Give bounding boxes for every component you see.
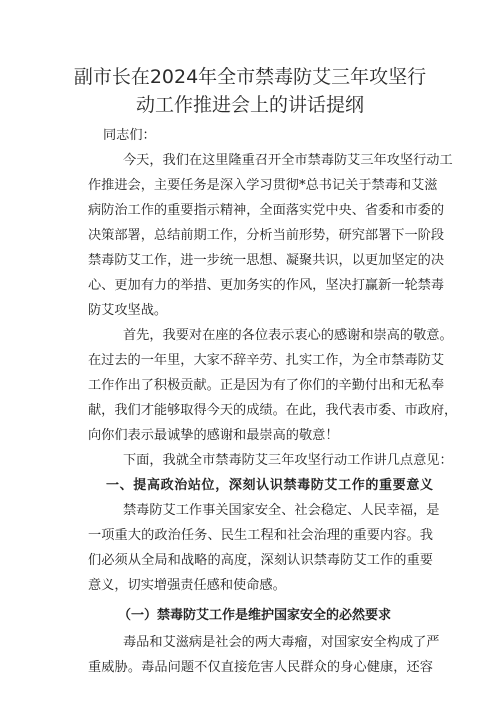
section-1-paragraph-line-4: 意义，切实增强责任感和使命感。 [88,578,286,593]
paragraph-1-line-1: 今天，我们在这里隆重召开全市禁毒防艾三年攻坚行动工 [123,153,453,168]
paragraph-1-line-3: 病防治工作的重要指示精神，全面落实党中央、省委和市委的 [88,203,445,218]
paragraph-3-line-1: 下面，我就全市禁毒防艾三年攻坚行动工作讲几点意见： [123,453,453,468]
salutation: 同志们： [103,128,156,143]
paragraph-2-line-5: 向你们表示最诚挚的感谢和最崇高的敬意！ [88,428,339,443]
section-1-paragraph-line-1: 禁毒防艾工作事关国家安全、社会稳定、人民幸福，是 [123,503,440,518]
paragraph-2-line-4: 献，我们才能够取得今天的成绩。在此，我代表市委、市政府， [88,403,458,418]
section-1-paragraph-line-2: 一项重大的政治任务、民生工程和社会治理的重要内容。我 [88,528,433,543]
paragraph-2-line-3: 工作作出了积极贡献。正是因为有了你们的辛勤付出和无私奉 [88,378,445,393]
subsection-1-heading: （一）禁毒防艾工作是维护国家安全的必然要求 [118,608,392,623]
paragraph-1-line-7: 防艾攻坚战。 [88,303,168,318]
paragraph-1-line-4: 决策部署，总结前期工作，分析当前形势，研究部署下一阶段 [88,228,445,243]
paragraph-1-line-5: 禁毒防艾工作，进一步统一思想、凝聚共识，以更加坚定的决 [88,253,445,268]
document-title-line-1: 副市长在2024年全市禁毒防艾三年攻坚行 [73,66,427,88]
section-1-heading: 一、提高政治站位，深刻认识禁毒防艾工作的重要意义 [106,478,433,493]
section-1-paragraph-line-3: 们必须从全局和战略的高度，深刻认识禁毒防艾工作的重要 [88,553,433,568]
document-title-line-2: 动工作推进会上的讲话提纲 [135,94,364,116]
paragraph-1-line-2: 作推进会，主要任务是深入学习贯彻*总书记关于禁毒和艾滋 [88,178,438,193]
paragraph-1-line-6: 心、更加有力的举措、更加务实的作风，坚决打赢新一轮禁毒 [88,278,445,293]
paragraph-2-line-2: 在过去的一年里，大家不辞辛劳、扎实工作，为全市禁毒防艾 [88,353,445,368]
paragraph-2-line-1: 首先，我要对在座的各位表示衷心的感谢和崇高的敬意。 [123,328,453,343]
subsection-1-paragraph-line-1: 毒品和艾滋病是社会的两大毒瘤，对国家安全构成了严 [123,635,440,650]
subsection-1-paragraph-line-2: 重威胁。毒品问题不仅直接危害人民群众的身心健康，还容 [88,660,433,675]
